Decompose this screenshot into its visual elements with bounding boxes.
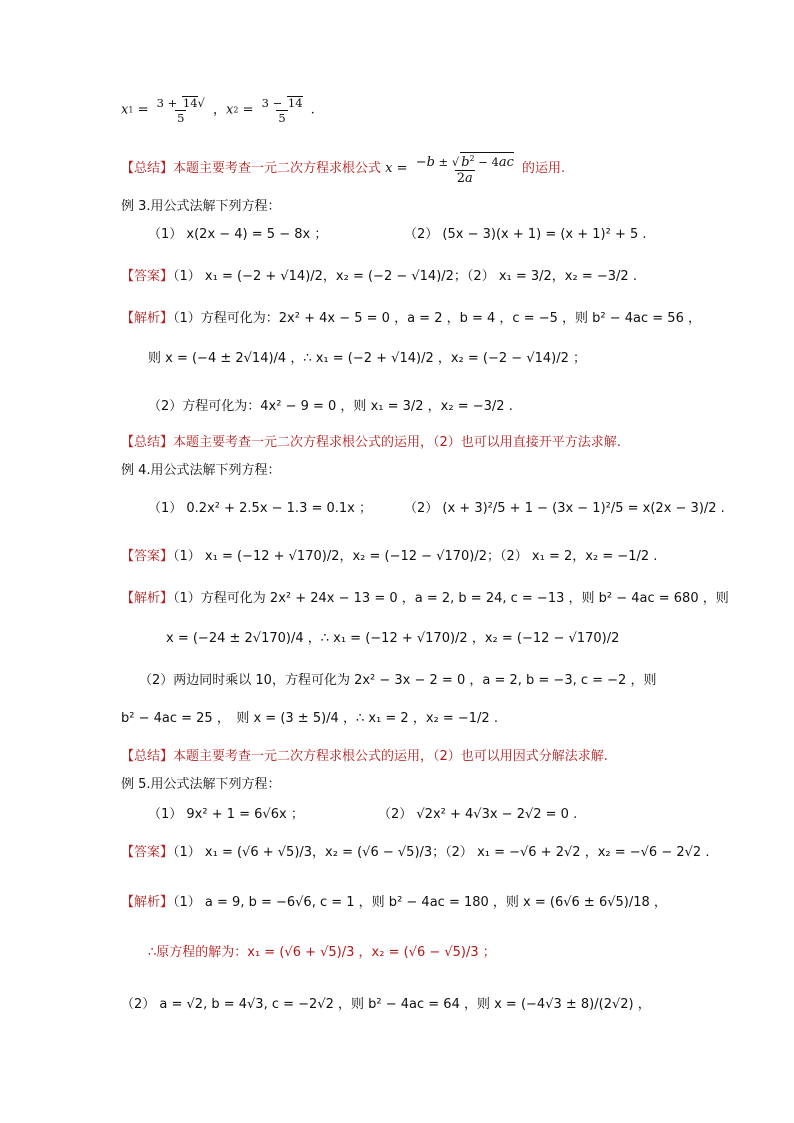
- problem-1: （1） 0.2x² + 2.5x − 1.3 = 0.1x ；: [148, 501, 372, 516]
- analysis-text: x = (−24 ± 2√170)/4 ，∴ x₁ = (−12 + √170)/2 ，x₂ = (−12 − √170)/2: [166, 631, 620, 646]
- analysis-line: [0, 894, 794, 913]
- answer-text: （1） x₁ = (√6 + √5)/3，x₂ = (√6 − √5)/3；（2） x₁ = −√6 + 2√2 ，x₂ = −√6 − 2√2 .: [173, 845, 710, 860]
- summary-text: 本题主要考查一元二次方程求根公式的运用，（2）也可以用因式分解法求解.: [173, 749, 608, 764]
- analysis-tag: 【解析】: [121, 895, 174, 910]
- analysis-line: [0, 350, 794, 369]
- analysis-text: （1） a = 9, b = −6√6, c = 1 ，则 b² − 4ac = 180 ，则 x = (6√6 ± 6√5)/18 ，: [173, 895, 667, 910]
- problem-2: （2） (5x − 3)(x + 1) = (x + 1)² + 5 .: [404, 227, 647, 242]
- problem-2: （2） (x + 3)²/5 + 1 − (3x − 1)²/5 = x(2x − 3)/2 .: [404, 501, 725, 516]
- answer-tag: 【答案】: [121, 845, 174, 860]
- analysis-text: 则 x = (−4 ± 2√14)/4 ，∴ x₁ = (−2 + √14)/2 ，x₂ = (−2 − √14)/2 ；: [148, 351, 587, 366]
- solution-line: x1 = $\frac{3 + 14√}{5}$ ，x2 = $\frac{3 - 14}{5}$ .: [121, 96, 315, 125]
- summary-text: 本题主要考查一元二次方程求根公式: [173, 161, 382, 176]
- answer-tag: 【答案】: [121, 549, 174, 564]
- example-title-text: 例 4.用公式法解下列方程：: [121, 463, 281, 478]
- example-title-text: 例 3.用公式法解下列方程：: [121, 199, 281, 214]
- analysis-text: ∴原方程的解为：x₁ = (√6 + √5)/3 ，x₂ = (√6 − √5)/3 ；: [148, 945, 496, 960]
- analysis-text: （1）方程可化为：2x² + 4x − 5 = 0 ，a = 2 ，b = 4 ，c = −5 ，则 b² − 4ac = 56 ，: [173, 311, 701, 326]
- example-title: [0, 198, 794, 217]
- summary-line: [0, 434, 794, 453]
- analysis-tag: 【解析】: [121, 311, 174, 326]
- answer-line: [0, 844, 794, 863]
- answer-tag: 【答案】: [121, 269, 174, 284]
- analysis-line: [0, 944, 794, 963]
- analysis-line: [0, 310, 794, 329]
- analysis-line: [0, 996, 794, 1015]
- summary-line: 【总结】本题主要考查一元二次方程求根公式 x = $\frac{-b \pm √ b^2 - 4ac}{2a}$ 的运用.: [121, 154, 566, 186]
- example-title: [0, 462, 794, 481]
- example-title: [0, 776, 794, 795]
- answer-text: （1） x₁ = (−12 + √170)/2，x₂ = (−12 − √170)/2；（2） x₁ = 2，x₂ = −1/2 .: [173, 549, 658, 564]
- answer-line: [0, 548, 794, 567]
- analysis-line: [0, 398, 794, 417]
- summary-tail: 的运用.: [522, 161, 566, 176]
- analysis-line: [0, 672, 794, 691]
- analysis-text: （1）方程可化为 2x² + 24x − 13 = 0 ，a = 2, b = 24, c = −13 ，则 b² − 4ac = 680 ，则: [173, 591, 729, 606]
- analysis-text: （2）方程可化为：4x² − 9 = 0 ，则 x₁ = 3/2 ，x₂ = −3/2 .: [148, 399, 513, 414]
- summary-tag: 【总结】: [121, 161, 174, 176]
- summary-text: 本题主要考查一元二次方程求根公式的运用，（2）也可以用直接开平方法求解.: [173, 435, 621, 450]
- analysis-text: b² − 4ac = 25 ， 则 x = (3 ± 5)/4 ，∴ x₁ = 2 ，x₂ = −1/2 .: [121, 711, 498, 726]
- analysis-text: （2） a = √2, b = 4√3, c = −2√2 ，则 b² − 4ac = 64 ，则 x = (−4√3 ± 8)/(2√2) ，: [121, 997, 651, 1012]
- example-title-text: 例 5.用公式法解下列方程：: [121, 777, 281, 792]
- analysis-line: [0, 590, 794, 609]
- summary-tag: 【总结】: [121, 749, 174, 764]
- summary-line: [0, 748, 794, 767]
- problem-1: （1） x(2x − 4) = 5 − 8x ；: [148, 227, 328, 242]
- answer-text: （1） x₁ = (−2 + √14)/2，x₂ = (−2 − √14)/2；（2） x₁ = 3/2，x₂ = −3/2 .: [173, 269, 637, 284]
- analysis-tag: 【解析】: [121, 591, 174, 606]
- analysis-text: （2）两边同时乘以 10，方程可化为 2x² − 3x − 2 = 0 ，a = 2, b = −3, c = −2 ，则: [139, 673, 657, 688]
- analysis-line: [0, 630, 794, 649]
- summary-tag: 【总结】: [121, 435, 174, 450]
- problem-2: （2） √2x² + 4√3x − 2√2 = 0 .: [378, 807, 578, 822]
- problem-1: （1） 9x² + 1 = 6√6x ；: [148, 807, 304, 822]
- answer-line: [0, 268, 794, 287]
- analysis-line: [0, 710, 794, 729]
